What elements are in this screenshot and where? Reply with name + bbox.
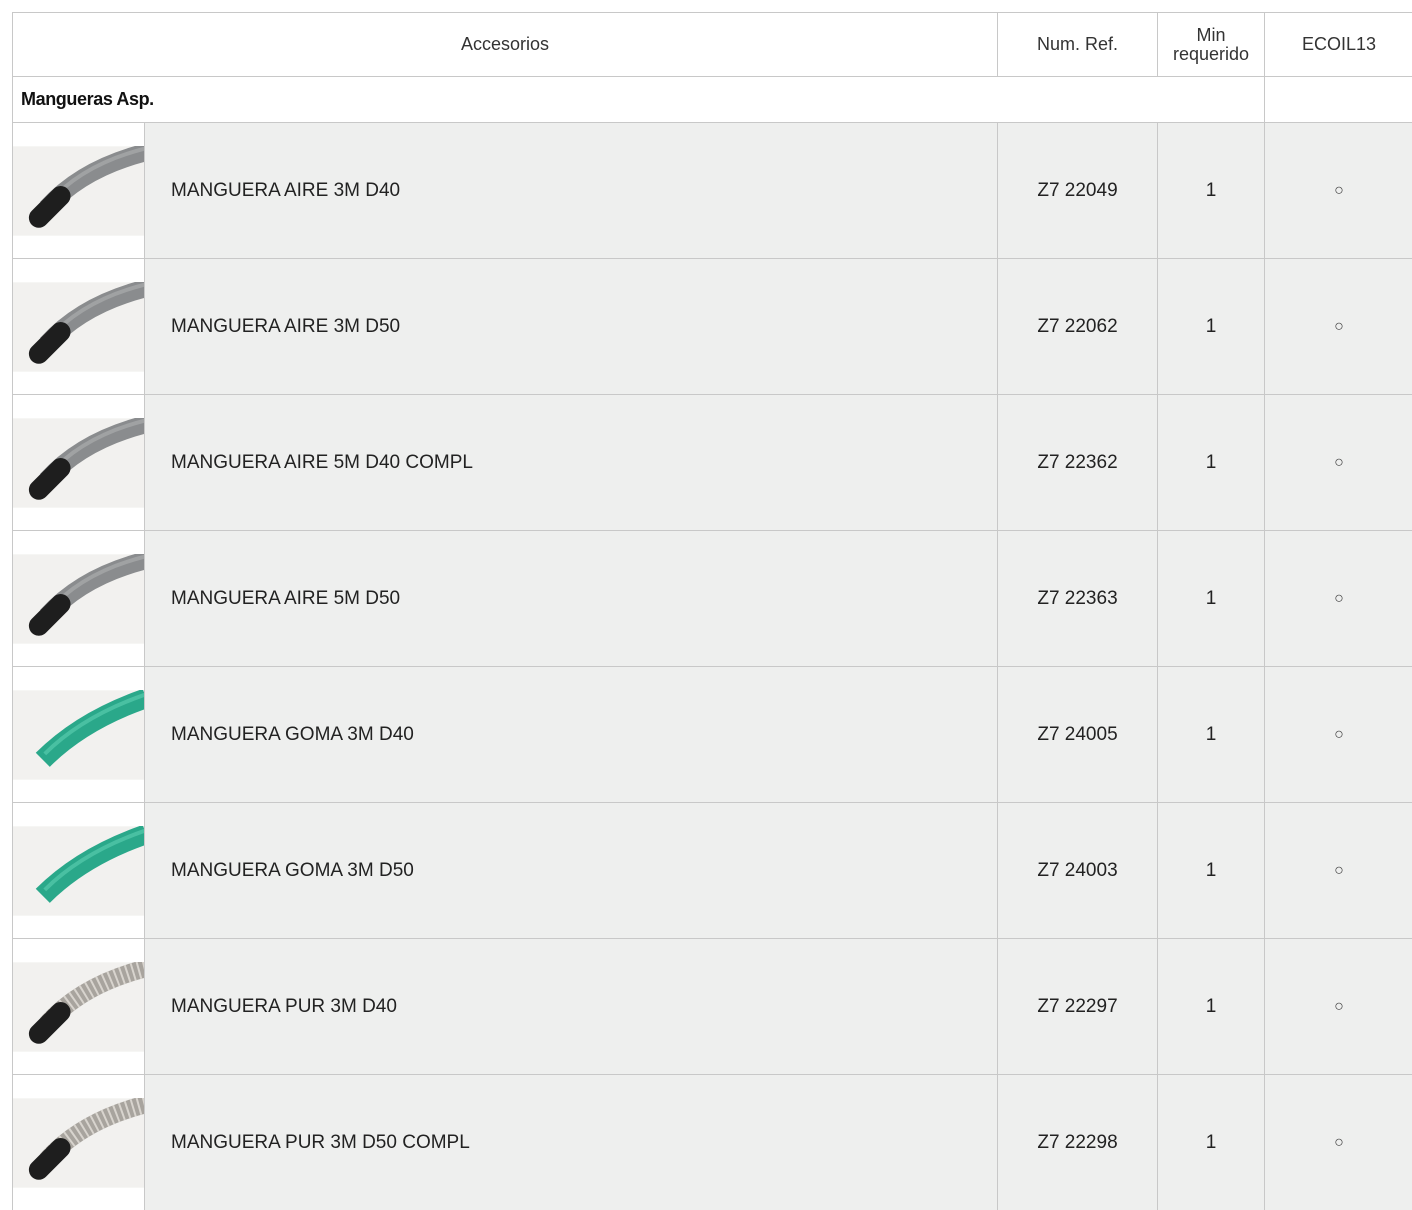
product-min: 1 bbox=[1158, 939, 1265, 1074]
product-image[interactable] bbox=[13, 667, 145, 802]
section-title: Mangueras Asp. bbox=[13, 77, 1265, 122]
product-name: MANGUERA AIRE 3M D50 bbox=[145, 259, 998, 394]
product-image[interactable] bbox=[13, 123, 145, 258]
grey-hose-icon bbox=[13, 554, 144, 644]
table-header bbox=[13, 13, 1412, 77]
header-model: ECOIL13 bbox=[1301, 34, 1377, 54]
header-min-line1: Min bbox=[1196, 24, 1226, 45]
product-ref: Z7 22049 bbox=[998, 123, 1158, 258]
product-ref: Z7 22362 bbox=[998, 395, 1158, 530]
table-row bbox=[13, 1075, 1412, 1210]
product-image[interactable] bbox=[13, 395, 145, 530]
product-name: MANGUERA GOMA 3M D40 bbox=[145, 667, 998, 802]
product-ref: Z7 24003 bbox=[998, 803, 1158, 938]
product-min: 1 bbox=[1158, 531, 1265, 666]
spiral-hose-icon bbox=[13, 1098, 144, 1188]
availability-mark: ○ bbox=[1334, 1133, 1344, 1151]
accessories-table bbox=[12, 12, 1412, 1210]
header-min-line2: requerido bbox=[1172, 43, 1250, 64]
product-image[interactable] bbox=[13, 531, 145, 666]
section-empty-cell bbox=[1265, 77, 1412, 122]
header-num-ref: Num. Ref. bbox=[998, 13, 1158, 76]
grey-hose-icon bbox=[13, 418, 144, 508]
product-min: 1 bbox=[1158, 803, 1265, 938]
product-ref: Z7 24005 bbox=[998, 667, 1158, 802]
product-ref: Z7 22062 bbox=[998, 259, 1158, 394]
product-min: 1 bbox=[1158, 1075, 1265, 1210]
availability-mark: ○ bbox=[1334, 181, 1344, 199]
header-min-requerido bbox=[1158, 13, 1265, 76]
table-body bbox=[13, 123, 1412, 1210]
product-min: 1 bbox=[1158, 123, 1265, 258]
product-image[interactable] bbox=[13, 803, 145, 938]
product-name: MANGUERA PUR 3M D50 COMPL bbox=[145, 1075, 998, 1210]
table-row bbox=[13, 939, 1412, 1075]
table-row bbox=[13, 667, 1412, 803]
product-min: 1 bbox=[1158, 667, 1265, 802]
product-name: MANGUERA AIRE 3M D40 bbox=[145, 123, 998, 258]
table-row bbox=[13, 803, 1412, 939]
product-image[interactable] bbox=[13, 939, 145, 1074]
grey-hose-icon bbox=[13, 146, 144, 236]
table-row bbox=[13, 531, 1412, 667]
product-name: MANGUERA PUR 3M D40 bbox=[145, 939, 998, 1074]
header-accesorios: Accesorios bbox=[13, 13, 998, 76]
table-row bbox=[13, 259, 1412, 395]
section-row bbox=[13, 77, 1412, 123]
product-ref: Z7 22297 bbox=[998, 939, 1158, 1074]
product-name: MANGUERA GOMA 3M D50 bbox=[145, 803, 998, 938]
green-hose-icon bbox=[13, 826, 144, 916]
availability-mark: ○ bbox=[1334, 589, 1344, 607]
product-ref: Z7 22363 bbox=[998, 531, 1158, 666]
product-min: 1 bbox=[1158, 259, 1265, 394]
product-min: 1 bbox=[1158, 395, 1265, 530]
spiral-hose-icon bbox=[13, 962, 144, 1052]
availability-mark: ○ bbox=[1334, 725, 1344, 743]
table-row bbox=[13, 123, 1412, 259]
product-image[interactable] bbox=[13, 259, 145, 394]
product-name: MANGUERA AIRE 5M D40 COMPL bbox=[145, 395, 998, 530]
product-ref: Z7 22298 bbox=[998, 1075, 1158, 1210]
grey-hose-icon bbox=[13, 282, 144, 372]
product-name: MANGUERA AIRE 5M D50 bbox=[145, 531, 998, 666]
green-hose-icon bbox=[13, 690, 144, 780]
table-row bbox=[13, 395, 1412, 531]
availability-mark: ○ bbox=[1334, 317, 1344, 335]
availability-mark: ○ bbox=[1334, 453, 1344, 471]
availability-mark: ○ bbox=[1334, 861, 1344, 879]
product-image[interactable] bbox=[13, 1075, 145, 1210]
availability-mark: ○ bbox=[1334, 997, 1344, 1015]
